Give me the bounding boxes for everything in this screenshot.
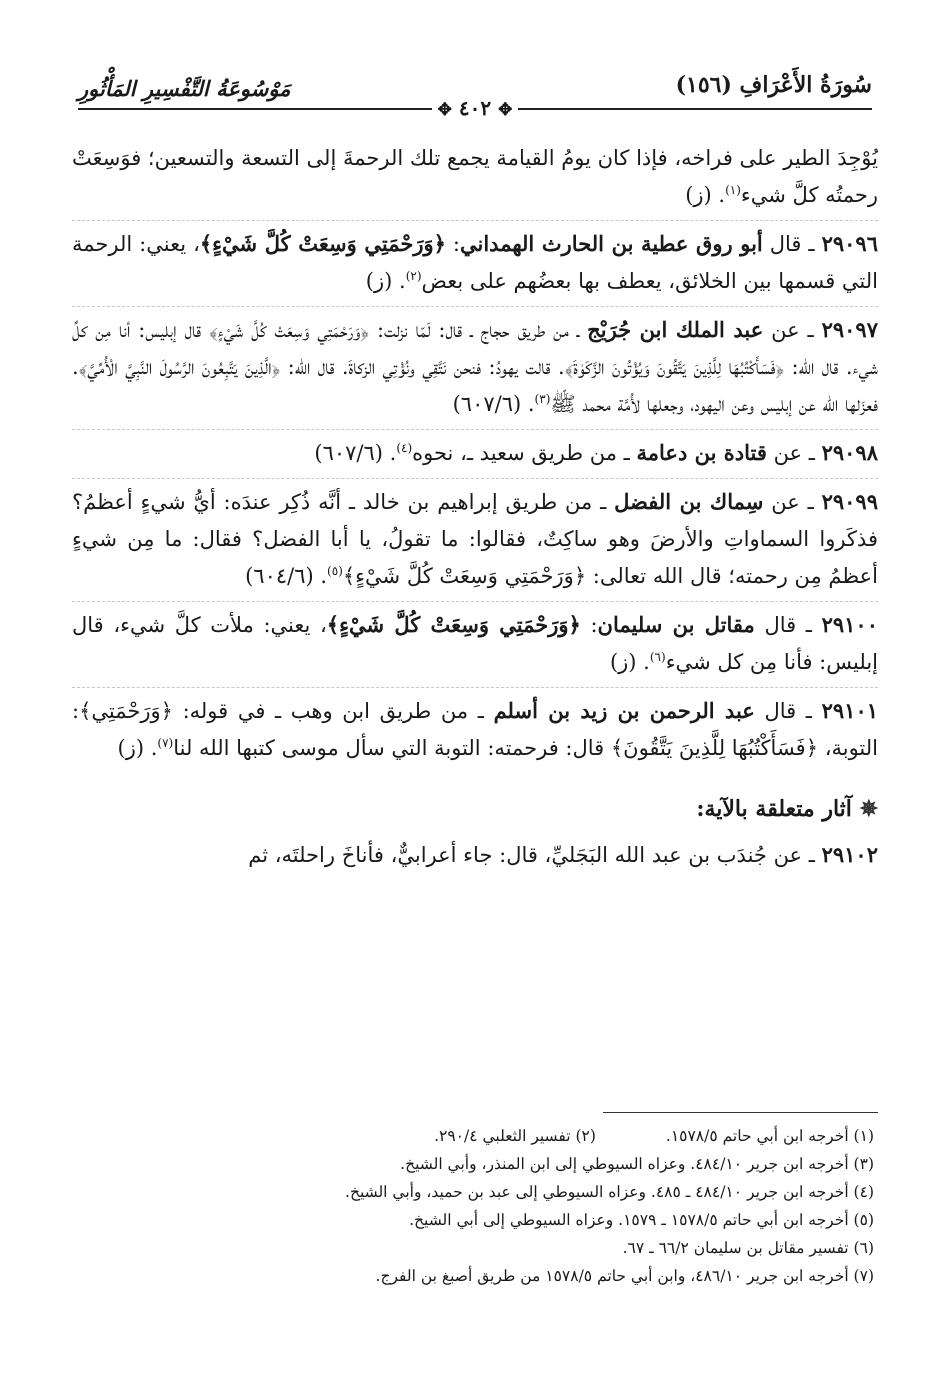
page-number-block xyxy=(0,96,950,120)
entry-text: ، يعني: الرحمة التي قسمها بين الخلائق، يعطف بها بعضُهم على بعض xyxy=(72,232,878,293)
ornament-left-icon: ✥ xyxy=(437,100,452,120)
footnote-1: (١) أخرجه ابن أبي حاتم ١٥٧٨/٥. xyxy=(665,1127,874,1145)
entry-lead: ـ قال xyxy=(754,699,822,723)
narrator-name: عبد الملك ابن جُرَيْج xyxy=(587,317,764,342)
footnote-4: (٤) أخرجه ابن جرير ٤٨٤/١٠ ـ ٤٨٥. وعزاه السيوطي إلى عبد بن حميد، وأبي الشيخ. xyxy=(345,1183,874,1201)
footnote-6: (٦) تفسير مقاتل بن سليمان ٦٦/٢ ـ ٦٧. xyxy=(622,1239,874,1257)
entry-colon: : xyxy=(445,232,460,256)
footnote-row xyxy=(72,1122,874,1150)
entry-tail: . (٦٠٧/٦) xyxy=(314,441,397,465)
footnote-ref: (٧) xyxy=(157,736,174,750)
footnotes xyxy=(72,1122,874,1290)
entry-text: ـ من طريق سعيد ـ، نحوه xyxy=(412,441,637,465)
entry-continuation xyxy=(72,140,878,221)
narrator-name: أبو روق عطية بن الحارث الهمداني xyxy=(460,231,763,256)
entry-text: ـ من طريق ابن وهب ـ في قوله: ﴿وَرَحْمَتِي﴾: التوبة، ﴿فَسَأَكْتُبُهَا لِلَّذِينَ يَتَّقُونَ﴾ قال: فرحمته: التوبة التي سأل موسى كتبها الله لنا xyxy=(72,699,878,760)
entry-lead: ـ قال xyxy=(762,232,822,256)
footnote-ref: (٤) xyxy=(396,441,413,455)
footnote-ref: (٦) xyxy=(649,650,666,664)
footnote-rule xyxy=(603,1112,878,1113)
entry-number: ٢٩٠٩٦ xyxy=(821,231,878,256)
footnote-ref: (٣) xyxy=(534,392,551,406)
entry-text: يُوْجِدَ الطير على فراخه، فإذا كان يومُ القيامة يجمع تلك الرحمةَ إلى التسعة والتسعين؛ فوَسِعَتْ رحمتُه كلَّ شيء xyxy=(72,146,878,207)
footnote-3: (٣) أخرجه ابن جرير ٤٨٤/١٠. وعزاه السيوطي إلى ابن المنذر، وأبي الشيخ. xyxy=(400,1155,874,1173)
entry-text: ـ من طريق حجاج ـ قال: لَمّا نزلت: ﴿وَرَحْمَتِي وَسِعَتْ كُلَّ شَيْءٍ﴾ قال إبليس: أنا مِن كلِّ شيء. قال الله: ﴿فَسَأَكْتُبُهَا لِلَّذِينَ يَتَّقُونَ وَيُؤْتُونَ الزَّكَوٰةَ﴾. قالت يهودُ: فنحن نَتَّقِي ونُؤْتِي الزكاةَ. قال الله: ﴿الَّذِينَ يَتَّبِعُونَ الرَّسُولَ النَّبِيَّ الْأُمِّيَّ﴾. فعزَلها الله عن إبليس وعن اليهود، وجعلها لأُمَّة محمد ﷺ xyxy=(72,318,878,416)
entry-number: ٢٩١٠٢ xyxy=(821,842,878,867)
entry-lead: ـ عن xyxy=(763,490,822,514)
footnote-5: (٥) أخرجه ابن أبي حاتم ١٥٧٨/٥ ـ ١٥٧٩. وعزاه السيوطي إلى أبي الشيخ. xyxy=(409,1211,874,1229)
entry-29098 xyxy=(72,434,878,479)
running-header-book-title: مَوْسُوعَةُ التَّفْسِيرِ المَأْثُورِ xyxy=(78,76,291,101)
entry-29101 xyxy=(72,692,878,773)
entry-29100 xyxy=(72,606,878,688)
entry-29097 xyxy=(72,311,878,430)
quran-quote: ﴿وَرَحْمَتِي وَسِعَتْ كُلَّ شَيْءٍ﴾ xyxy=(326,612,581,637)
entry-number: ٢٩٠٩٩ xyxy=(821,489,878,514)
entry-number: ٢٩١٠٠ xyxy=(821,612,878,637)
section-heading-text: آثار متعلقة بالآية: xyxy=(696,796,852,822)
narrator-name: مقاتل بن سليمان xyxy=(597,612,755,637)
entry-tail: . (ز) xyxy=(609,650,650,674)
entry-tail: . (ز) xyxy=(117,736,158,760)
entry-29099 xyxy=(72,483,878,602)
footnote-ref: (٢) xyxy=(405,269,422,283)
ornament-right-icon: ✥ xyxy=(498,100,513,120)
section-heading xyxy=(72,791,878,828)
main-text xyxy=(72,140,878,884)
entry-text: ، يعني: ملأت كلَّ شيء، قال إبليس: فأنا مِن كل شيء xyxy=(72,613,878,674)
entry-tail: . (٦٠٧/٦) xyxy=(452,392,535,416)
entry-number: ٢٩١٠١ xyxy=(821,698,879,723)
entry-number: ٢٩٠٩٨ xyxy=(821,440,878,465)
quran-quote: ﴿وَرَحْمَتِي وَسِعَتْ كُلَّ شَيْءٍ﴾ xyxy=(199,231,446,256)
entry-lead: ـ عن xyxy=(766,441,822,465)
entry-number: ٢٩٠٩٧ xyxy=(821,317,878,342)
star-ornament-icon: ✵ xyxy=(859,796,878,822)
narrator-name: سِماك بن الفضل xyxy=(614,489,764,514)
entry-29096 xyxy=(72,225,878,307)
entry-lead: ـ قال xyxy=(754,613,822,637)
entry-tail: . (ز) xyxy=(685,183,726,207)
page-number: ٤٠٢ xyxy=(458,96,492,120)
entry-lead: ـ عن xyxy=(763,318,822,342)
footnote-7: (٧) أخرجه ابن جرير ٤٨٦/١٠، وابن أبي حاتم ١٥٧٨/٥ من طريق أصبغ بن الفرج. xyxy=(375,1267,874,1285)
running-header-surah: سُورَةُ الأَعْرَافِ (١٥٦) xyxy=(675,72,872,98)
footnote-ref: (٥) xyxy=(327,564,343,578)
entry-tail: . (٦٠٤/٦) xyxy=(245,564,328,588)
entry-colon: : xyxy=(580,613,598,637)
entry-text: ـ عن جُندَب بن عبد الله البَجَليِّ، قال: جاء أعرابيٌّ، فأناخَ راحلتَه، ثم xyxy=(248,843,822,867)
entry-29102 xyxy=(72,836,878,880)
narrator-name: قتادة بن دعامة xyxy=(636,440,767,465)
entry-tail: . (ز) xyxy=(365,269,406,293)
footnote-ref: (١) xyxy=(725,183,741,197)
narrator-name: عبد الرحمن بن زيد بن أسلم xyxy=(493,698,755,723)
footnote-2: (٢) تفسير الثعلبي ٢٩٠/٤. xyxy=(434,1127,596,1145)
entry-text: ـ من طريق إبراهيم بن خالد ـ أنَّه ذُكِر عندَه: أيُّ شيءٍ أعظمُ؟ فذكَروا السماواتِ والأرضَ وهو ساكِتٌ، فقالوا: ما تقولُ، يا أبا الفضل؟ فقال: ما مِن شيءٍ أعظمُ مِن رحمته؛ قال الله تعالى: ﴿وَرَحْمَتِي وَسِعَتْ كُلَّ شَيْءٍ﴾ xyxy=(72,490,878,588)
